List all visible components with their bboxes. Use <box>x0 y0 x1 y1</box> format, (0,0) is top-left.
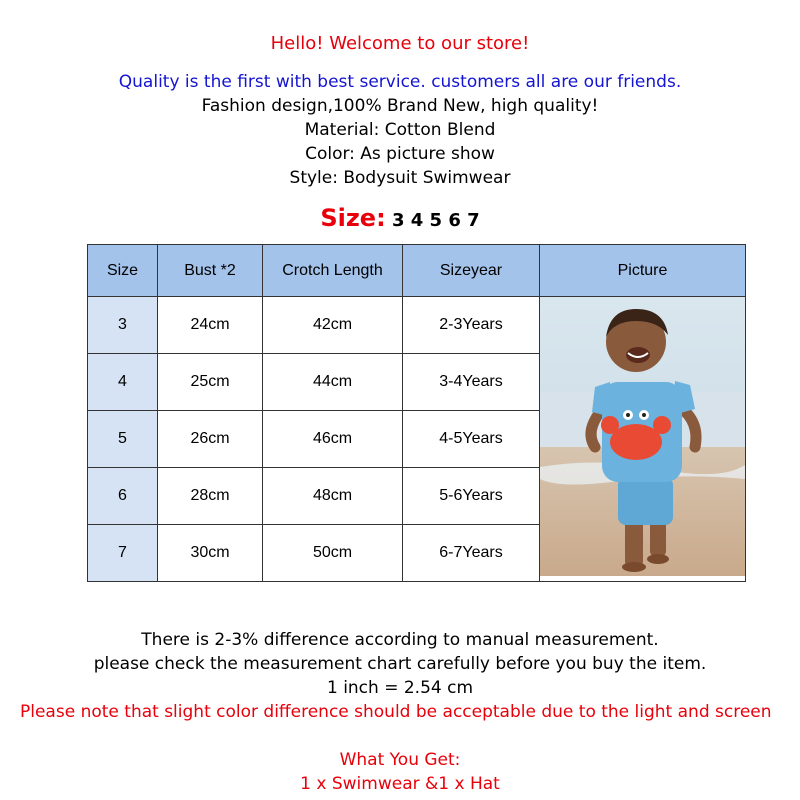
header-bust: Bust *2 <box>158 245 263 297</box>
welcome-text: Hello! Welcome to our store! <box>270 33 530 54</box>
crotch-cell: 50cm <box>263 525 403 582</box>
size-label: Size: <box>320 204 386 232</box>
crotch-cell: 46cm <box>263 411 403 468</box>
product-photo <box>540 297 745 576</box>
what-you-get-title: What You Get: <box>339 750 461 770</box>
crotch-cell: 44cm <box>263 354 403 411</box>
what-you-get-items: 1 x Swimwear &1 x Hat <box>300 774 500 794</box>
style-text: Style: Bodysuit Swimwear <box>289 168 511 188</box>
size-cell: 4 <box>88 354 158 411</box>
year-cell: 2-3Years <box>403 297 540 354</box>
year-cell: 5-6Years <box>403 468 540 525</box>
color-difference-note: Please note that slight color difference should be acceptable due to the light and screen <box>20 702 772 722</box>
header-crotch-length: Crotch Length <box>263 245 403 297</box>
size-cell: 7 <box>88 525 158 582</box>
crotch-cell: 42cm <box>263 297 403 354</box>
inch-note: 1 inch = 2.54 cm <box>326 678 474 698</box>
quality-text: Quality is the first with best service. customers all are our friends. <box>118 72 682 92</box>
bust-cell: 25cm <box>158 354 263 411</box>
size-cell: 5 <box>88 411 158 468</box>
header-picture: Picture <box>540 245 746 297</box>
header-sizeyear: Sizeyear <box>403 245 540 297</box>
table-row <box>88 297 746 354</box>
size-line <box>0 204 800 235</box>
crotch-cell: 48cm <box>263 468 403 525</box>
product-photo-cell <box>540 297 746 582</box>
size-chart-table <box>87 244 746 582</box>
year-cell: 4-5Years <box>403 411 540 468</box>
color-text: Color: As picture show <box>305 144 495 164</box>
year-cell: 6-7Years <box>403 525 540 582</box>
size-values: 3 4 5 6 7 <box>391 210 480 231</box>
size-cell: 6 <box>88 468 158 525</box>
bust-cell: 30cm <box>158 525 263 582</box>
header-size: Size <box>88 245 158 297</box>
bust-cell: 28cm <box>158 468 263 525</box>
year-cell: 3-4Years <box>403 354 540 411</box>
table-header-row <box>88 245 746 297</box>
bust-cell: 24cm <box>158 297 263 354</box>
bust-cell: 26cm <box>158 411 263 468</box>
material-text: Material: Cotton Blend <box>304 120 496 140</box>
size-cell: 3 <box>88 297 158 354</box>
fashion-text: Fashion design,100% Brand New, high quality! <box>201 96 599 116</box>
difference-note: There is 2-3% difference according to manual measurement. <box>141 630 659 650</box>
check-note: please check the measurement chart carefully before you buy the item. <box>93 654 707 674</box>
